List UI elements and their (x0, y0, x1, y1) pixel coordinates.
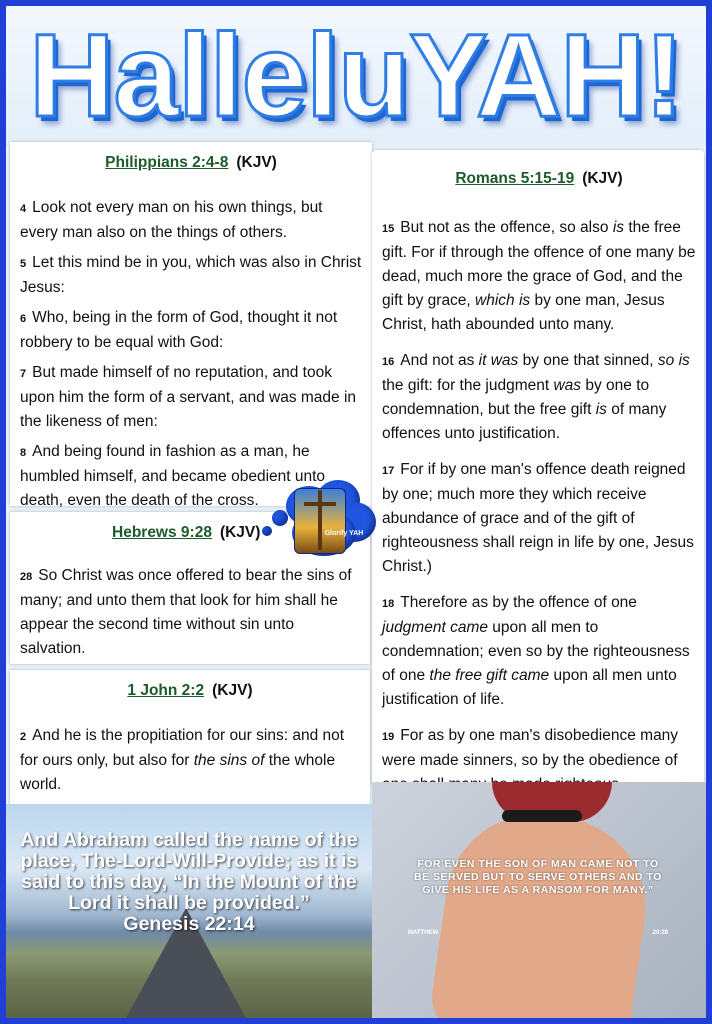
verse: 7 But made himself of no reputation, and took upon him the form of a servant, and was made in the likeness of men: (20, 364, 357, 430)
version-label: (KJV) (219, 524, 261, 541)
hand-graphic (427, 803, 657, 1018)
romans-card (372, 150, 704, 786)
romans-link[interactable]: Romans 5:15-19 (455, 170, 575, 187)
john-card (10, 670, 370, 810)
wristband-graphic (502, 810, 582, 822)
genesis-quote-image (6, 804, 372, 1018)
philippians-link[interactable]: Philippians 2:4-8 (105, 154, 229, 171)
cross-icon (318, 490, 322, 550)
verse: 8 And being found in fashion as a man, he humbled himself, and became obedient unto death, even the death of the cross. (20, 443, 326, 509)
john-reference (20, 682, 360, 700)
page-title: HalleluYAH! (29, 10, 683, 142)
john-link[interactable]: 1 John 2:2 (127, 682, 205, 699)
glorify-yah-badge (262, 480, 378, 564)
verse: 5 Let this mind be in you, which was also in Christ Jesus: (20, 254, 362, 296)
verse: 15 But not as the offence, so also is the free gift. For if through the offence of one many be dead, much more the grace of God, and the gift by grace, which is by one man, Jesus Christ, hath abounded unto many. (382, 219, 696, 333)
verse: 28 So Christ was once offered to bear the sins of many; and unto them that look for him shall he appear the second time without sin unto salvation. (20, 567, 352, 657)
version-label: (KJV) (236, 154, 277, 171)
matthew-quote: FOR EVEN THE SON OF MAN CAME NOT TO BE SERVED BUT TO SERVE OTHERS AND TO GIVE HIS LIFE AS A RANSOM FOR MANY.” (414, 858, 662, 896)
philippians-card (10, 142, 372, 509)
verse: 16 And not as it was by one that sinned, so is the gift: for the judgment was by one to condemnation, but the free gift is of many offences unto justification. (382, 352, 690, 442)
collage-frame (6, 6, 706, 1018)
verse: 4 Look not every man on his own things, but every man also on the things of others. (20, 199, 323, 241)
header-banner (6, 6, 706, 146)
verse: 18 Therefore as by the offence of one judgment came upon all men to condemnation; even so by the righteousness of one the free gift came upon all men unto justification of life. (382, 594, 690, 708)
matthew-quote-image (372, 782, 706, 1018)
verse: 2 And he is the propitiation for our sins: and not for ours only, but also for the sins of the whole world. (20, 727, 345, 793)
version-label: (KJV) (212, 682, 253, 699)
glorify-label: Glorify YAH (324, 530, 364, 537)
matthew-citation: MATTHEW 20:28 (408, 930, 668, 936)
verse: 6 Who, being in the form of God, thought it not robbery to be equal with God: (20, 309, 338, 351)
genesis-quote: And Abraham called the name of the place, The-Lord-Will-Provide; as it is said to this day, “In the Mount of the Lord it shall be provided.” Genesis 22:14 (16, 830, 362, 935)
philippians-reference (20, 154, 362, 172)
genesis-citation: Genesis 22:14 (123, 913, 255, 935)
verse: 19 For as by one man's disobedience many were made sinners, so by the obedience of (382, 727, 679, 769)
hebrews-link[interactable]: Hebrews 9:28 (112, 524, 212, 541)
romans-reference (382, 170, 696, 188)
version-label: (KJV) (582, 170, 623, 187)
verse: 17 For if by one man's offence death reigned by one; much more they which receive abundance of grace and of the gift of righteousness shall reign in life by one, Jesus Christ.) (382, 461, 694, 575)
